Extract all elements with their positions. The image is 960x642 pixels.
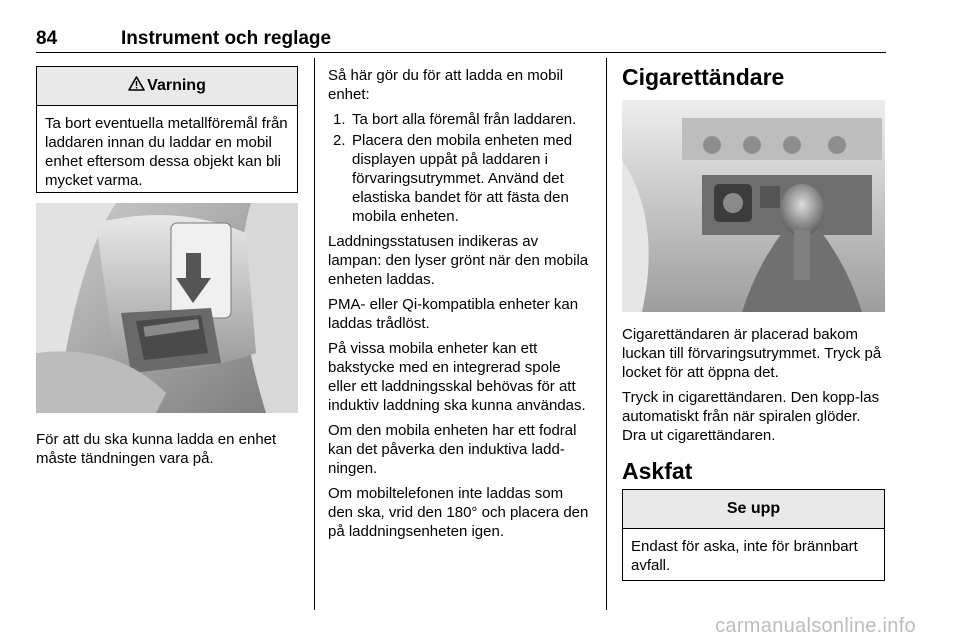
charging-instructions bbox=[328, 66, 592, 547]
step-number: 1. bbox=[333, 111, 346, 128]
charger-photo bbox=[36, 203, 298, 413]
step-item bbox=[328, 131, 592, 226]
warning-triangle-icon bbox=[128, 76, 145, 96]
caution-title: Se upp bbox=[623, 490, 884, 529]
caution-text: Endast för aska, inte för brännbart avfall. bbox=[631, 538, 858, 574]
paragraph: Tryck in cigarettändaren. Den kopp-las automatiskt från när spiralen glöder. Dra ut cigarettändaren. bbox=[622, 389, 880, 444]
warning-header bbox=[37, 67, 297, 106]
watermark: carmanualsonline.info bbox=[715, 615, 916, 637]
step-text: Placera den mobila enheten med displayen uppåt på laddaren i förvaringsutrymmet. Använd det elastiska bandet för att fästa den mobila enheten. bbox=[352, 132, 573, 225]
cigarette-lighter-photo bbox=[622, 100, 885, 312]
column-divider-right bbox=[606, 58, 607, 610]
step-number: 2. bbox=[333, 132, 346, 149]
warning-text: Ta bort eventuella metallföremål från laddaren innan du laddar en mobil enhet eftersom dessa objekt kan bli mycket varma. bbox=[45, 115, 288, 189]
paragraph: På vissa mobila enheter kan ett bakstycke med en integrerad spole eller ett laddningsskal behövas för att induktiv laddning ska kunna användas. bbox=[328, 340, 586, 414]
paragraph: Cigarettändaren är placerad bakom luckan till förvaringsutrymmet. Tryck på locket för att öppna det. bbox=[622, 326, 882, 381]
paragraph: Laddningsstatusen indikeras av lampan: den lyser grönt när den mobila enheten laddas. bbox=[328, 233, 589, 288]
warning-box bbox=[36, 66, 298, 193]
steps-list bbox=[328, 110, 592, 226]
paragraph: Om den mobila enheten har ett fodral kan det påverka den induktiva ladd-ningen. bbox=[328, 422, 577, 477]
cigarette-lighter-text bbox=[622, 325, 885, 451]
page-title: Instrument och reglage bbox=[121, 28, 332, 49]
step-text: Ta bort alla föremål från laddaren. bbox=[352, 111, 577, 128]
caution-box bbox=[622, 489, 885, 581]
ashtray-heading: Askfat bbox=[622, 458, 693, 484]
instructions-intro: Så här gör du för att ladda en mobil enhet: bbox=[328, 67, 564, 103]
column-divider-left bbox=[314, 58, 315, 610]
paragraph: PMA- eller Qi-kompatibla enheter kan laddas trådlöst. bbox=[328, 296, 579, 332]
paragraph: Om mobiltelefonen inte laddas som den ska, vrid den 180° och placera den på laddningsenheten igen. bbox=[328, 485, 589, 540]
warning-title: Varning bbox=[147, 77, 206, 94]
page-header bbox=[36, 26, 886, 53]
step-item bbox=[328, 110, 592, 129]
ignition-caption: För att du ska kunna ladda en enhet måste tändningen vara på. bbox=[36, 431, 277, 467]
cigarette-lighter-heading: Cigarettändare bbox=[622, 64, 785, 90]
page-number: 84 bbox=[36, 28, 58, 49]
